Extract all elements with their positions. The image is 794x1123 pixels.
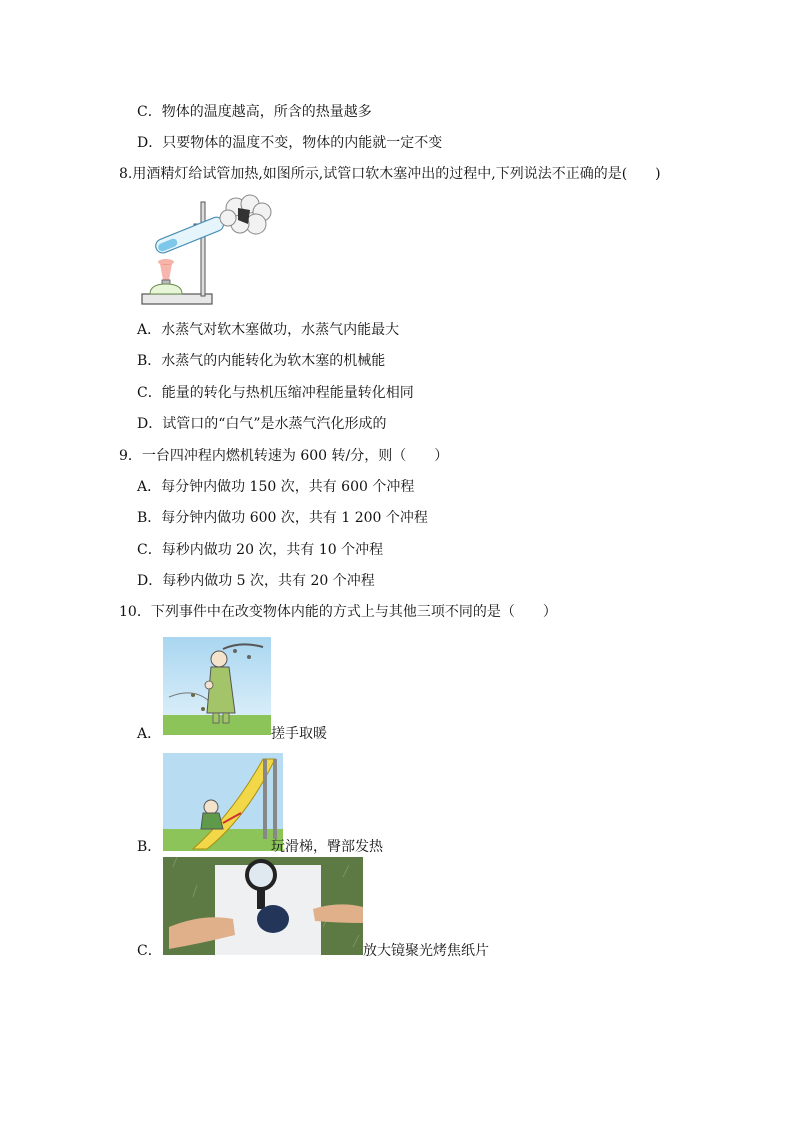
magnifier-illustration	[163, 857, 363, 955]
q10-option-c-letter: C．	[137, 943, 162, 959]
q9-option-d: D．每秒内做功 5 次，共有 20 个冲程	[137, 573, 375, 589]
q9-option-a: A．每分钟内做功 150 次，共有 600 个冲程	[137, 479, 415, 495]
slide-illustration	[163, 753, 283, 851]
q10-stem: 10．下列事件中在改变物体内能的方式上与其他三项不同的是（ ）	[119, 604, 557, 620]
q10-option-b-letter: B．	[137, 839, 162, 855]
slide-picture	[163, 753, 283, 851]
test-tube-heating-figure	[140, 194, 272, 312]
q7-option-d: D．只要物体的温度不变，物体的内能就一定不变	[137, 135, 443, 151]
q9-option-c: C．每秒内做功 20 次，共有 10 个冲程	[137, 542, 384, 558]
q8-option-d: D．试管口的“白气”是水蒸气汽化形成的	[137, 416, 387, 432]
q8-option-c: C．能量的转化与热机压缩冲程能量转化相同	[137, 385, 414, 401]
rubbing-hands-picture	[163, 637, 271, 735]
q8-stem: 8.用酒精灯给试管加热,如图所示,试管口软木塞冲出的过程中,下列说法不正确的是( )	[119, 166, 661, 182]
q10-option-c-text: 放大镜聚光烤焦纸片	[363, 943, 489, 959]
q8-option-a: A．水蒸气对软木塞做功，水蒸气内能最大	[137, 322, 400, 338]
q10-option-a-text: 搓手取暖	[271, 726, 327, 742]
q7-option-c: C．物体的温度越高，所含的热量越多	[137, 104, 372, 120]
rubbing-hands-illustration	[163, 637, 271, 735]
q8-option-b: B．水蒸气的内能转化为软木塞的机械能	[137, 353, 386, 369]
q9-stem: 9．一台四冲程内燃机转速为 600 转/分，则（ ）	[119, 448, 449, 464]
q9-option-b: B．每分钟内做功 600 次，共有 1 200 个冲程	[137, 510, 428, 526]
test-tube-apparatus-illustration	[140, 194, 272, 312]
q10-option-a-letter: A．	[137, 726, 162, 742]
q10-option-b-text: 玩滑梯，臀部发热	[271, 839, 383, 855]
magnifier-picture	[163, 857, 363, 955]
